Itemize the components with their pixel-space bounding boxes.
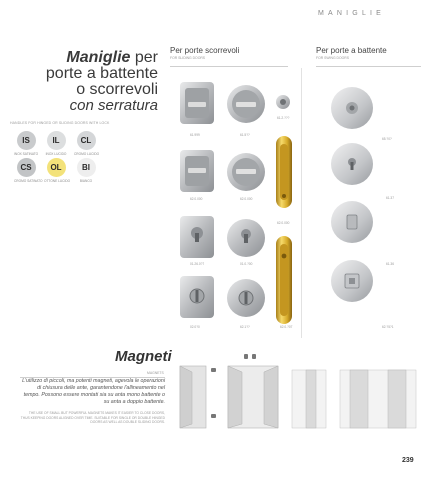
sliding-divider	[170, 66, 288, 67]
product-code: 61.999	[190, 133, 200, 137]
round-rose-privacy	[331, 87, 373, 129]
title-bold: Maniglie	[66, 49, 131, 66]
round-flush-pull-1	[227, 85, 265, 123]
title-line-3: o scorrevoli	[76, 81, 158, 98]
round-rose-turn	[331, 201, 373, 243]
product-code: 62.0.?07	[280, 325, 293, 329]
page-title	[46, 50, 158, 114]
finish-swatch: OL	[47, 158, 66, 177]
finish-swatch: IL	[47, 131, 66, 150]
magnets-description: L'utilizzo di piccoli, ma potenti magneti, agevola le operazioni di chiusura delle ante, garantendone l'allineamento nel tempo. Possono essere montati sia su anta mono battente o su anta a doppio battente.	[22, 378, 165, 405]
sliding-door-double	[340, 370, 416, 428]
magnets-translation: THE USE OF SMALL BUT POWERFUL MAGNETS MAKES IT EASIER TO CLOSE DOORS, THUS KEEPING DOORS ALIGNED OVER TIME. SUITABLE FOR SINGLE OR DOUBLE HINGED DOORS AS WELL AS DOUBLE SLIDING DOORS.	[20, 411, 165, 425]
hinged-subtitle: FOR SWING DOORS	[316, 56, 349, 60]
finish-il	[44, 131, 68, 156]
single-door	[180, 366, 206, 428]
product-code: 62.0.000	[277, 221, 290, 225]
square-lock-pull	[180, 216, 214, 258]
finish-swatch: BI	[77, 158, 96, 177]
finish-swatch: CL	[77, 131, 96, 150]
hinged-header	[316, 46, 387, 60]
sliding-handles-illustration	[168, 68, 303, 340]
finish-is	[14, 131, 38, 156]
square-flush-pull-1	[180, 82, 214, 124]
round-lock-pull	[227, 219, 265, 257]
product-code: 62.0.000	[240, 197, 253, 201]
product-code: 65.?0?	[382, 137, 392, 141]
round-rose-thumbturn	[331, 260, 373, 302]
page-number: 239	[402, 457, 414, 464]
finish-swatch: CS	[17, 158, 36, 177]
square-flush-pull-2	[180, 150, 214, 192]
sliding-header	[170, 46, 239, 60]
finish-bi	[74, 158, 98, 183]
brass-oval-pull-1	[276, 136, 292, 208]
title-rest: per	[130, 49, 158, 66]
double-door	[228, 366, 278, 428]
hinged-divider	[316, 66, 421, 67]
product-code: 62.1??	[240, 325, 250, 329]
product-code: 01.0.?00	[240, 262, 253, 266]
hinged-title: Per porte a battente	[316, 46, 387, 55]
product-code: 61.2.???	[277, 116, 290, 120]
product-code: 01.26.0?7	[190, 262, 205, 266]
small-round-lock-1	[276, 95, 290, 109]
product-code: 02.0?0	[190, 325, 200, 329]
title-translation: HANDLES FOR HINGED OR SLIDING DOORS WITH LOCK	[10, 121, 110, 125]
finish-cs	[14, 158, 43, 183]
product-code: 62.0.000	[190, 197, 203, 201]
title-line-2: porte a battente	[45, 65, 158, 82]
round-cylinder-pull	[227, 279, 265, 317]
hinged-handles-illustration	[318, 68, 423, 340]
brass-oval-pull-2	[276, 236, 292, 324]
product-code: 62.?5?1	[382, 325, 394, 329]
sliding-subtitle: FOR SLIDING DOORS	[170, 56, 206, 60]
finish-label: CROMO SATINATO	[14, 179, 43, 183]
finish-label: CROMO LUCIDO	[74, 152, 100, 156]
finish-swatch: IS	[17, 131, 36, 150]
title-line-4: con serratura	[69, 97, 158, 114]
product-code: 61.5??	[240, 133, 250, 137]
finish-label: BIANCO	[79, 179, 93, 183]
finish-ol	[44, 158, 71, 183]
finish-label: INOX LUCIDO	[45, 152, 67, 156]
magnets-subtitle: MAGNETS	[147, 371, 164, 375]
round-rose-lock	[331, 143, 373, 185]
magnets-illustration	[174, 352, 424, 432]
magnets-title: Magneti	[115, 348, 172, 365]
finish-label: INOX SATINATO	[14, 152, 39, 156]
product-code: 61.36	[386, 262, 394, 266]
section-header: MANIGLIE	[318, 10, 386, 17]
round-flush-pull-2	[227, 153, 265, 191]
sliding-title: Per porte scorrevoli	[170, 46, 240, 55]
sliding-door-single	[292, 370, 326, 428]
finish-label: OTTONE LUCIDO	[44, 179, 71, 183]
square-cylinder-pull	[180, 276, 214, 318]
finish-cl	[74, 131, 98, 156]
product-code: 61.37	[386, 196, 394, 200]
